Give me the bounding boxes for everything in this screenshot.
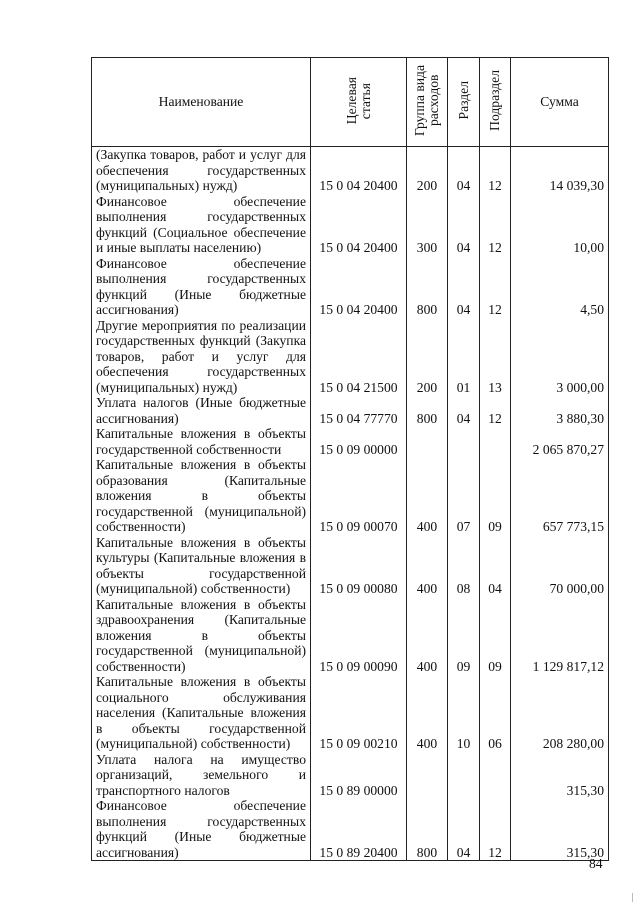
cell-target: 15 0 09 00090	[311, 597, 407, 675]
cell-target: 15 0 04 20400	[311, 147, 407, 194]
cell-subsection: 09	[480, 457, 511, 535]
table-row	[92, 457, 609, 535]
cell-name: Капитальные вложения в объекты государственной собственности	[92, 426, 311, 457]
cell-name: Другие мероприятия по реализации государственных функций (Закупка товаров, работ и услуг для обеспечения государственных (муниципальных) нужд)	[92, 318, 311, 396]
cell-name: Финансовое обеспечение выполнения государственных функций (Иные бюджетные ассигнования)	[92, 256, 311, 318]
cell-name: Капитальные вложения в объекты здравоохранения (Капитальные вложения в объекты государственной (муниципальной) собственности)	[92, 597, 311, 675]
cell-amount: 3 000,00	[511, 318, 609, 396]
cell-section: 08	[448, 535, 480, 597]
cell-group: 300	[407, 194, 448, 256]
cell-group: 400	[407, 457, 448, 535]
cell-section: 04	[448, 256, 480, 318]
cell-subsection: 06	[480, 674, 511, 752]
cell-name: Уплата налогов (Иные бюджетные ассигнования)	[92, 395, 311, 426]
cell-group: 200	[407, 318, 448, 396]
cell-target: 15 0 04 20400	[311, 194, 407, 256]
table-header-row	[92, 58, 609, 147]
cell-group: 800	[407, 395, 448, 426]
header-name: Наименование	[92, 58, 311, 147]
page-number: 84	[589, 856, 603, 871]
cell-section: 01	[448, 318, 480, 396]
cell-subsection: 13	[480, 318, 511, 396]
cell-amount: 208 280,00	[511, 674, 609, 752]
cell-group: 400	[407, 674, 448, 752]
table-row	[92, 674, 609, 752]
scan-edge-mark	[632, 893, 633, 902]
cell-target: 15 0 89 00000	[311, 752, 407, 799]
budget-table	[91, 57, 609, 861]
cell-group: 400	[407, 597, 448, 675]
table-row	[92, 256, 609, 318]
header-target: Целевая статья	[311, 58, 407, 147]
cell-amount: 657 773,15	[511, 457, 609, 535]
cell-amount: 10,00	[511, 194, 609, 256]
cell-subsection	[480, 426, 511, 457]
table-row	[92, 752, 609, 799]
cell-subsection: 12	[480, 256, 511, 318]
cell-subsection: 04	[480, 535, 511, 597]
table-row	[92, 318, 609, 396]
cell-name: Уплата налога на имущество организаций, земельного и транспортного налогов	[92, 752, 311, 799]
cell-section: 07	[448, 457, 480, 535]
cell-amount: 1 129 817,12	[511, 597, 609, 675]
cell-target: 15 0 04 77770	[311, 395, 407, 426]
cell-amount: 2 065 870,27	[511, 426, 609, 457]
cell-section	[448, 426, 480, 457]
cell-group: 800	[407, 798, 448, 861]
cell-target: 15 0 04 21500	[311, 318, 407, 396]
cell-amount: 14 039,30	[511, 147, 609, 194]
cell-subsection: 12	[480, 147, 511, 194]
cell-name: (Закупка товаров, работ и услуг для обеспечения государственных (муниципальных) нужд)	[92, 147, 311, 194]
cell-target: 15 0 89 20400	[311, 798, 407, 861]
cell-amount: 70 000,00	[511, 535, 609, 597]
cell-subsection: 12	[480, 798, 511, 861]
cell-section: 04	[448, 194, 480, 256]
cell-subsection: 12	[480, 194, 511, 256]
cell-group	[407, 426, 448, 457]
table-row	[92, 798, 609, 861]
header-group: Группа вида расходов	[407, 58, 448, 147]
cell-group: 400	[407, 535, 448, 597]
header-subsection: Подраздел	[480, 58, 511, 147]
cell-amount: 4,50	[511, 256, 609, 318]
table-row	[92, 426, 609, 457]
cell-section: 04	[448, 147, 480, 194]
cell-name: Капитальные вложения в объекты культуры (Капитальные вложения в объекты государственной (муниципальной) собственности)	[92, 535, 311, 597]
cell-name: Финансовое обеспечение выполнения государственных функций (Иные бюджетные ассигнования)	[92, 798, 311, 861]
cell-target: 15 0 09 00070	[311, 457, 407, 535]
cell-amount: 315,30	[511, 752, 609, 799]
cell-section: 04	[448, 395, 480, 426]
cell-group	[407, 752, 448, 799]
cell-group: 200	[407, 147, 448, 194]
table-row	[92, 194, 609, 256]
cell-subsection: 12	[480, 395, 511, 426]
cell-section: 04	[448, 798, 480, 861]
cell-section: 09	[448, 597, 480, 675]
cell-subsection: 09	[480, 597, 511, 675]
table-row	[92, 147, 609, 194]
cell-target: 15 0 04 20400	[311, 256, 407, 318]
cell-section	[448, 752, 480, 799]
header-amount: Сумма	[511, 58, 609, 147]
table-row	[92, 395, 609, 426]
header-section: Раздел	[448, 58, 480, 147]
cell-name: Капитальные вложения в объекты образования (Капитальные вложения в объекты государственной (муниципальной) собственности)	[92, 457, 311, 535]
table-row	[92, 535, 609, 597]
cell-amount: 3 880,30	[511, 395, 609, 426]
table-row	[92, 597, 609, 675]
cell-subsection	[480, 752, 511, 799]
cell-group: 800	[407, 256, 448, 318]
cell-target: 15 0 09 00000	[311, 426, 407, 457]
cell-name: Финансовое обеспечение выполнения государственных функций (Социальное обеспечение и иные выплаты населению)	[92, 194, 311, 256]
cell-target: 15 0 09 00080	[311, 535, 407, 597]
cell-name: Капитальные вложения в объекты социального обслуживания населения (Капитальные вложения в объекты государственной (муниципальной) собственности)	[92, 674, 311, 752]
cell-section: 10	[448, 674, 480, 752]
cell-target: 15 0 09 00210	[311, 674, 407, 752]
cell-amount: 315,30	[511, 798, 609, 861]
